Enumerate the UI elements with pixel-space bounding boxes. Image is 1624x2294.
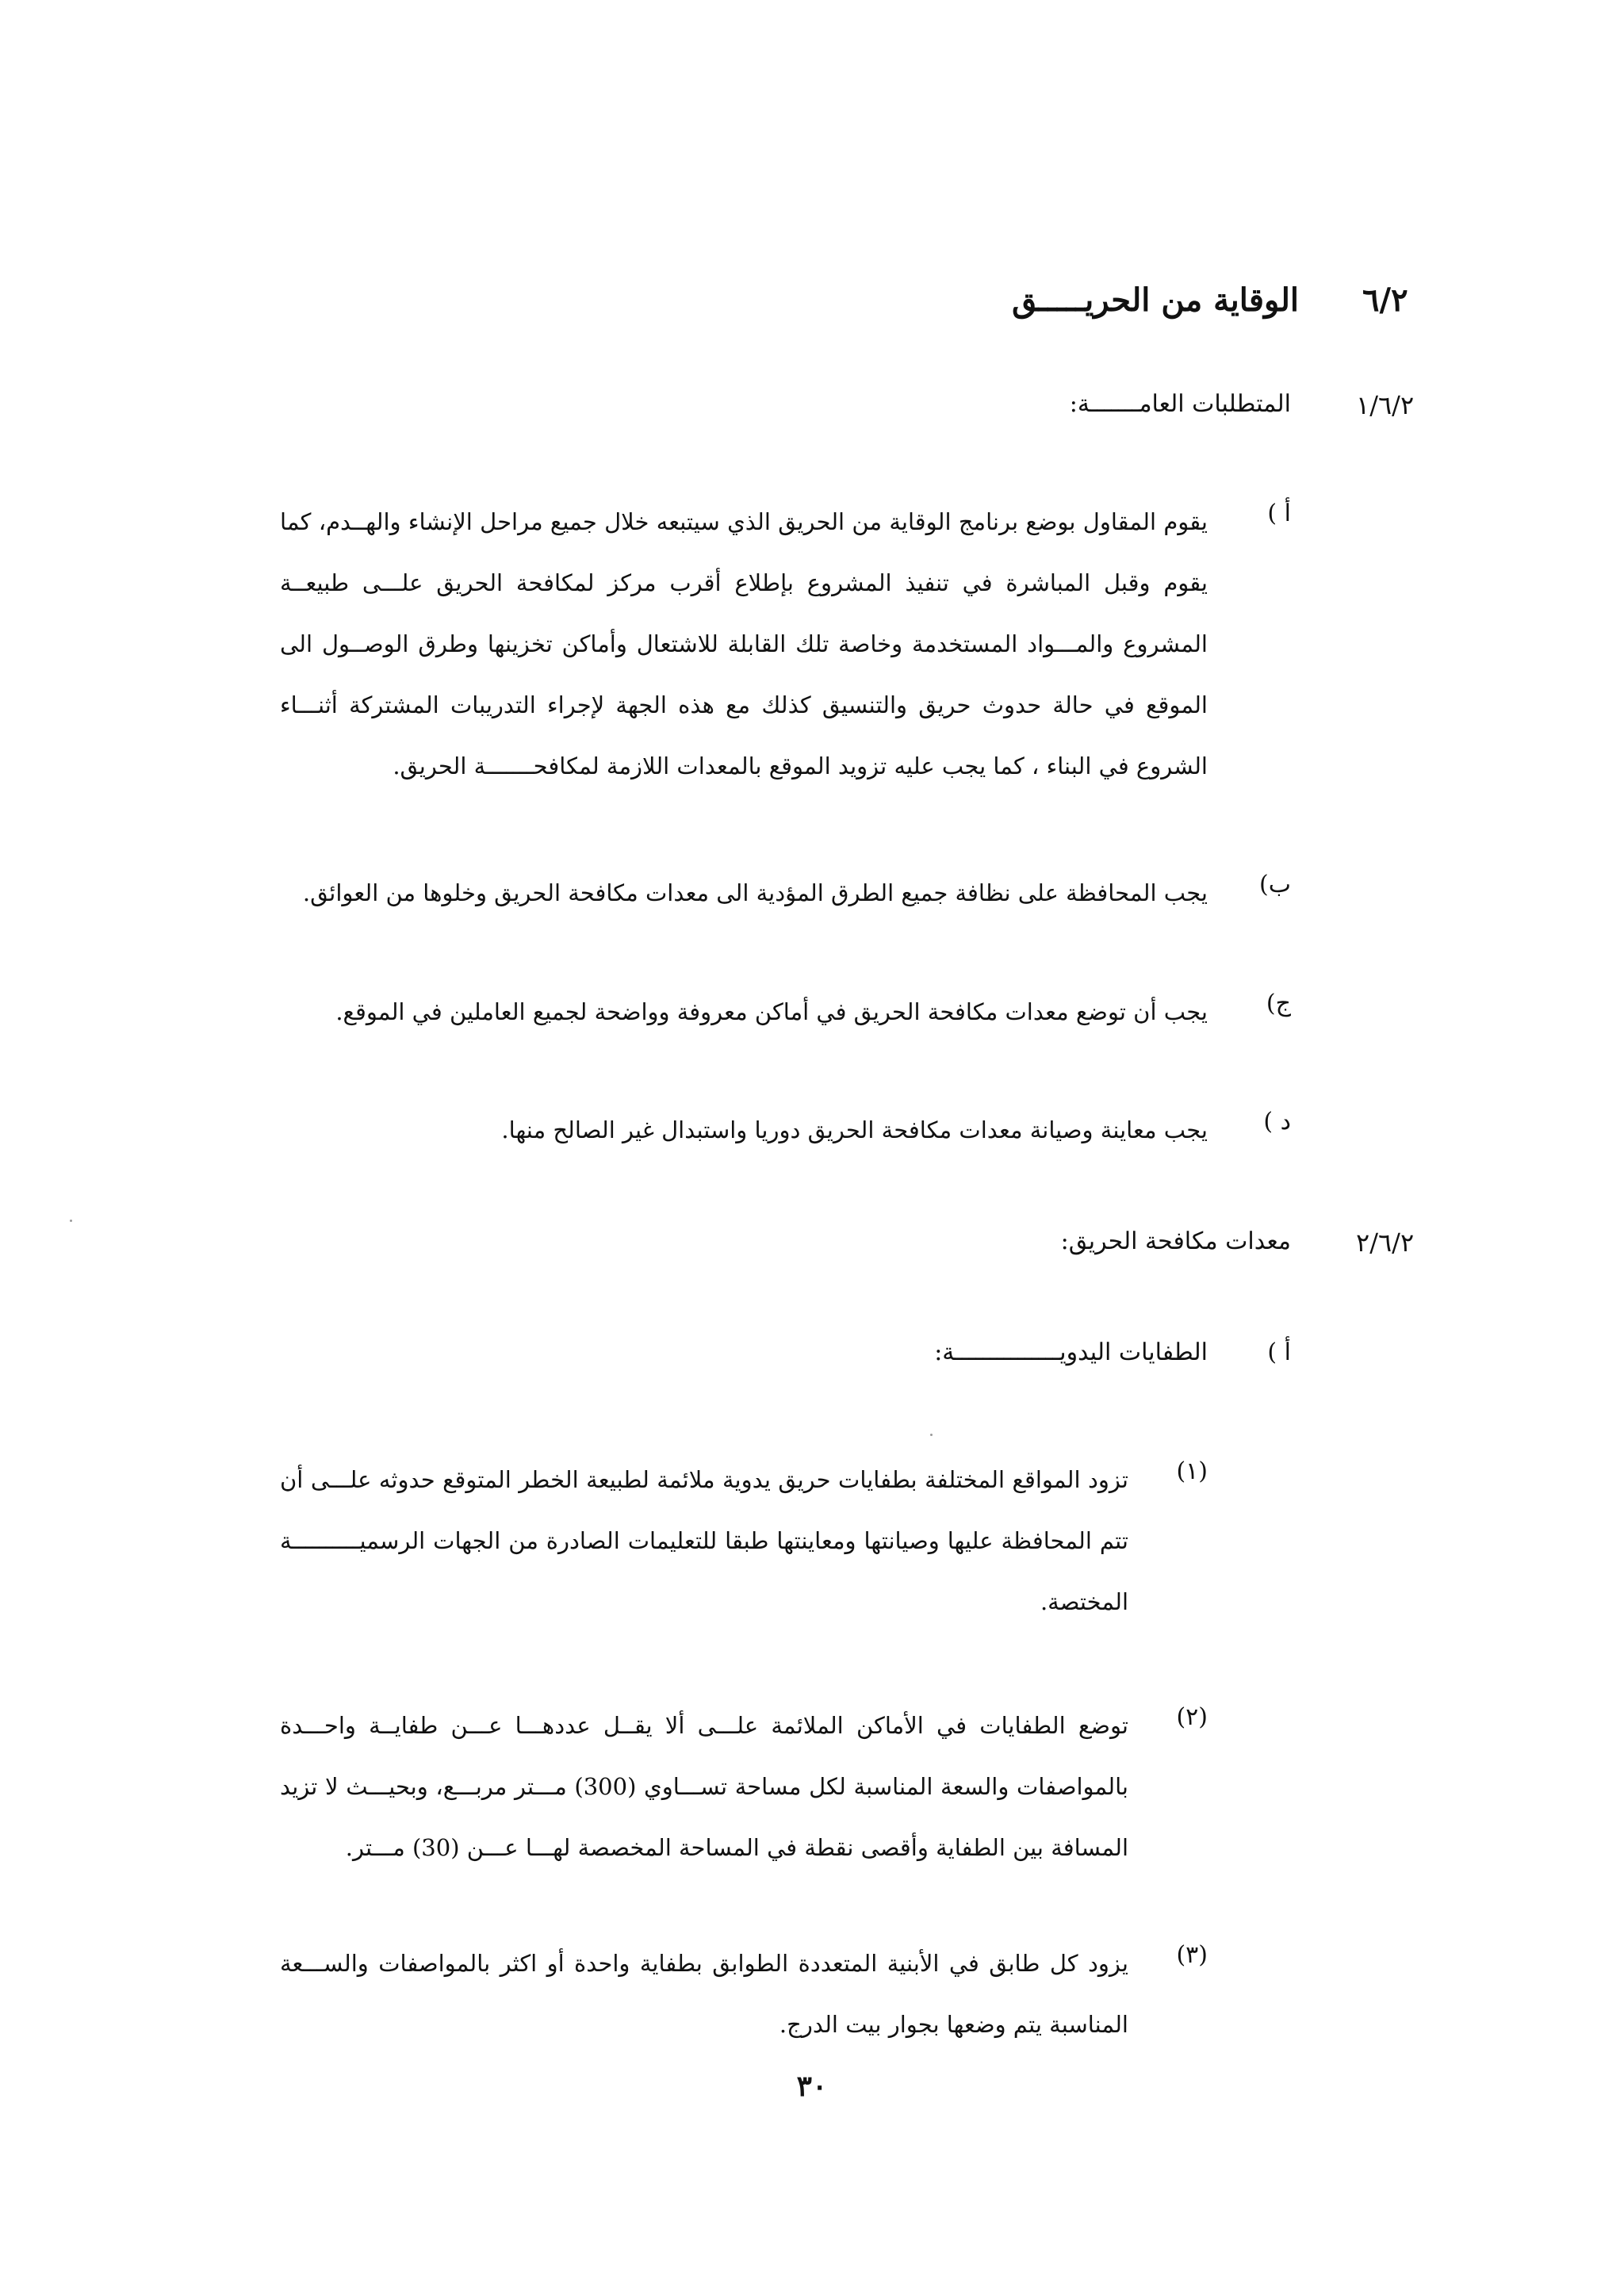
numbered-3-marker: (٣) bbox=[1176, 1941, 1208, 1969]
item-c-marker: ج) bbox=[1266, 990, 1291, 1017]
subsection-2-number: ٢/٦/٢ bbox=[1356, 1227, 1415, 1258]
subsection-2-title: معدات مكافحة الحريق: bbox=[1060, 1227, 1291, 1255]
item-b-text: يجب المحافظة على نظافة جميع الطرق المؤدية الى معدات مكافحة الحريق وخلوها من العوائق. bbox=[302, 879, 1208, 906]
scan-speck bbox=[70, 1220, 72, 1222]
numbered-2-text: توضع الطفايات في الأماكن الملائمة علـــى ألا يقــل عددهـــا عـــن طفايــة واحـــدة بالمواصفات والسعة المناسبة لكل مساحة تســـاوي (300) مـــتر مربـــع، وبحيـــث لا تزيد المسافة بين الطفاية وأقصى نقطة في المساحة المخصصة لهـــا عـــن (30) مـــتر. bbox=[280, 1712, 1129, 1861]
subsection-1-title: المتطلبات العامـــــــة: bbox=[1069, 390, 1291, 418]
subsection-1-number: ١/٦/٢ bbox=[1356, 390, 1415, 420]
subsection-2-item-a-marker: أ ) bbox=[1267, 1338, 1291, 1366]
numbered-3-text: يزود كل طابق في الأبنية المتعددة الطوابق بطفاية واحدة أو اكثر بالمواصفات والســـعة المناسبة يتم وضعها بجوار بيت الدرج. bbox=[280, 1950, 1128, 2038]
numbered-2-marker: (٢) bbox=[1176, 1703, 1208, 1731]
item-b-marker: ب) bbox=[1259, 871, 1291, 898]
numbered-1-text: تزود المواقع المختلفة بطفايات حريق يدوية ملائمة لطبيعة الخطر المتوقع حدوثه علـــى أن تتم المحافظة عليها وصيانتها ومعاينتها طبقا للتعليمات الصادرة من الجهات الرسميــــــــــة المختصة. bbox=[280, 1466, 1128, 1615]
section-title: الوقاية من الحريـــــق bbox=[1012, 281, 1299, 319]
subsection-2-item-a-title: الطفايات اليدويـــــــــــــــة: bbox=[934, 1338, 1208, 1366]
page-number: ٣٠ bbox=[796, 2070, 828, 2103]
item-a-marker: أ ) bbox=[1267, 500, 1291, 527]
item-d-text: يجب معاينة وصيانة معدات مكافحة الحريق دوريا واستبدال غير الصالح منها. bbox=[501, 1116, 1208, 1143]
section-number: ٦/٢ bbox=[1362, 281, 1408, 319]
numbered-1-marker: (١) bbox=[1176, 1457, 1208, 1485]
item-a-text: يقوم المقاول بوضع برنامج الوقاية من الحريق الذي سيتبعه خلال جميع مراحل الإنشاء والهــدم، كما يقوم وقبل المباشرة في تنفيذ المشروع بإطلاع أقرب مركز لمكافحة الحريق علـــى طبيعــة المشروع والمـــواد المستخدمة وخاصة تلك القابلة للاشتعال وأماكن تخزينها وطرق الوصــول الى الموقع في حالة حدوث حريق والتنسيق كذلك مع هذه الجهة لإجراء التدريبات المشتركة أثنـــاء الشروع في البناء ، كما يجب عليه تزويد الموقع بالمعدات اللازمة لمكافحـــــــة الحريق. bbox=[280, 508, 1208, 779]
scan-speck bbox=[930, 1434, 933, 1436]
item-d-marker: د ) bbox=[1263, 1108, 1291, 1136]
item-c-text: يجب أن توضع معدات مكافحة الحريق في أماكن معروفة وواضحة لجميع العاملين في الموقع. bbox=[335, 998, 1208, 1025]
